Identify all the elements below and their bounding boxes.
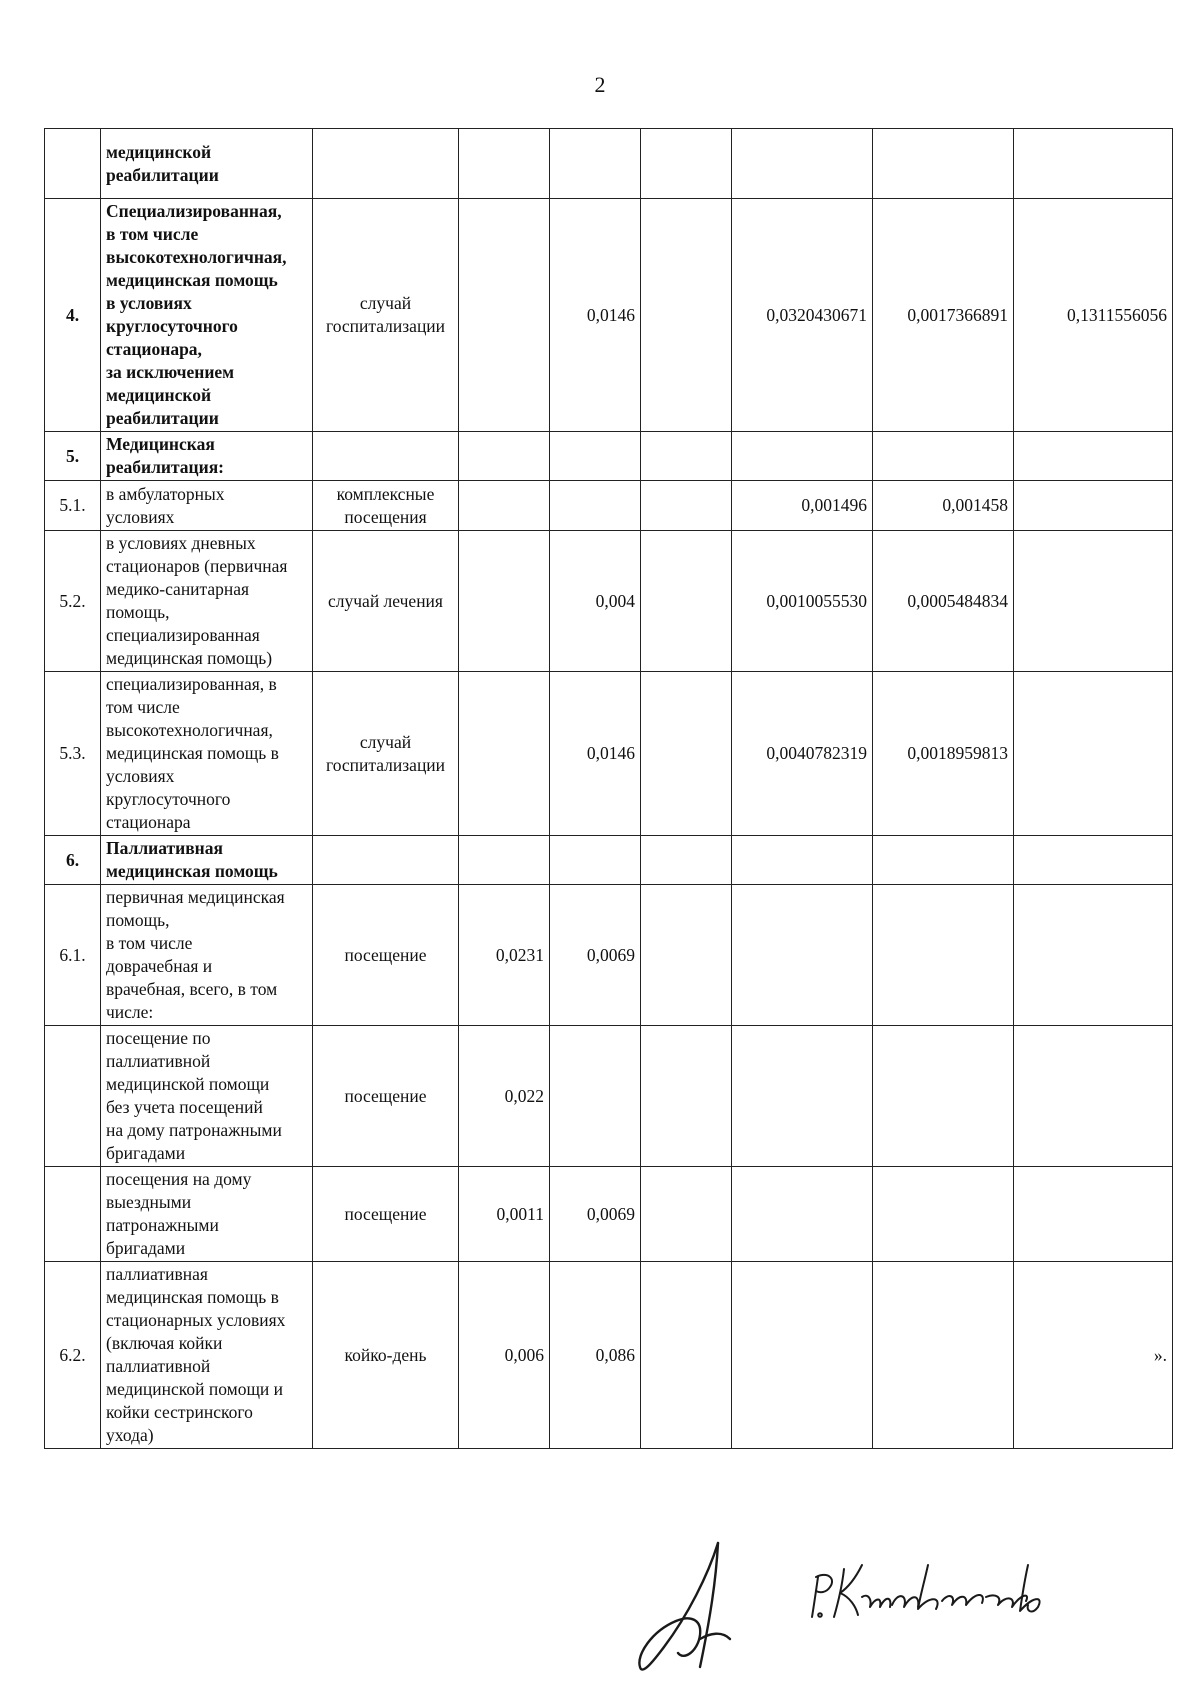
row-value-cell-1 bbox=[459, 129, 550, 199]
row-value-cell-4 bbox=[732, 199, 873, 432]
row-value-cell-6 bbox=[1014, 1167, 1173, 1262]
row-value-cell-3 bbox=[641, 885, 732, 1026]
row-number-cell-text: 5.2. bbox=[59, 590, 86, 611]
row-name-cell-text: Медицинская реабилитация: bbox=[106, 434, 225, 477]
row-name-cell-text: в амбулаторных условиях bbox=[106, 483, 225, 527]
row-value-cell-2 bbox=[550, 885, 641, 1026]
row-value-cell-6 bbox=[1014, 1262, 1173, 1449]
table-row bbox=[45, 531, 1173, 672]
row-name-cell bbox=[101, 129, 313, 199]
signatures bbox=[630, 1535, 1110, 1685]
row-value-cell-1 bbox=[459, 836, 550, 885]
row-name-cell-text: паллиативная медицинская помощь в стационарных условиях (включая койки паллиативной медицинской помощи и койки сестринского ухода) bbox=[106, 1264, 286, 1445]
row-value-cell-6 bbox=[1014, 129, 1173, 199]
row-name-cell bbox=[101, 481, 313, 531]
row-value-cell-6 bbox=[1014, 1026, 1173, 1167]
row-value-cell-5-text: 0,0017366891 bbox=[907, 304, 1008, 325]
row-value-cell-4 bbox=[732, 672, 873, 836]
row-value-cell-1 bbox=[459, 481, 550, 531]
row-value-cell-2 bbox=[550, 1262, 641, 1449]
table-row bbox=[45, 129, 1173, 199]
row-unit-cell-text: комплексные посещения bbox=[336, 483, 435, 527]
row-name-cell-text: Специализированная, в том числе высокотехнологичная, медицинская помощь в условиях круглосуточного стационара, за исключением медицинской реабилитации bbox=[106, 201, 287, 428]
row-value-cell-3 bbox=[641, 672, 732, 836]
row-value-cell-3 bbox=[641, 1167, 732, 1262]
row-value-cell-4 bbox=[732, 1167, 873, 1262]
row-value-cell-4 bbox=[732, 885, 873, 1026]
row-name-cell-text: посещения на дому выездными патронажными бригадами bbox=[106, 1169, 252, 1258]
row-value-cell-1-text: 0,0011 bbox=[496, 1203, 544, 1224]
row-value-cell-4 bbox=[732, 531, 873, 672]
row-value-cell-1-text: 0,0231 bbox=[495, 944, 544, 965]
row-value-cell-5 bbox=[873, 1167, 1014, 1262]
row-value-cell-3 bbox=[641, 836, 732, 885]
row-value-cell-6-text: 0,1311556056 bbox=[1067, 304, 1167, 325]
row-value-cell-5 bbox=[873, 836, 1014, 885]
row-value-cell-1 bbox=[459, 1262, 550, 1449]
row-value-cell-4 bbox=[732, 481, 873, 531]
row-value-cell-2-text: 0,086 bbox=[595, 1344, 635, 1365]
row-value-cell-4-text: 0,0040782319 bbox=[766, 743, 867, 763]
row-value-cell-6 bbox=[1014, 531, 1173, 672]
row-value-cell-4 bbox=[732, 1026, 873, 1167]
row-value-cell-5 bbox=[873, 672, 1014, 836]
table-row bbox=[45, 481, 1173, 531]
row-value-cell-2-text: 0,0146 bbox=[586, 743, 635, 763]
row-number-cell-text: 5.1. bbox=[59, 495, 86, 515]
row-value-cell-5 bbox=[873, 885, 1014, 1026]
row-unit-cell bbox=[313, 885, 459, 1026]
row-unit-cell-text: посещение bbox=[344, 1085, 427, 1106]
row-unit-cell bbox=[313, 129, 459, 199]
row-number-cell-text: 6.1. bbox=[59, 944, 86, 965]
row-number-cell bbox=[45, 1026, 101, 1167]
row-value-cell-1 bbox=[459, 199, 550, 432]
page-number: 2 bbox=[594, 72, 606, 97]
row-value-cell-1 bbox=[459, 432, 550, 481]
row-value-cell-2-text: 0,004 bbox=[595, 590, 635, 611]
row-value-cell-1-text: 0,022 bbox=[504, 1085, 544, 1106]
row-number-cell bbox=[45, 1262, 101, 1449]
row-number-cell bbox=[45, 885, 101, 1026]
table-row bbox=[45, 836, 1173, 885]
row-value-cell-4 bbox=[732, 1262, 873, 1449]
row-unit-cell bbox=[313, 199, 459, 432]
row-value-cell-3 bbox=[641, 531, 732, 672]
row-unit-cell bbox=[313, 481, 459, 531]
norms-table bbox=[44, 128, 1173, 1449]
row-number-cell-text: 6.2. bbox=[59, 1344, 86, 1365]
row-unit-cell bbox=[313, 836, 459, 885]
row-value-cell-5 bbox=[873, 531, 1014, 672]
row-value-cell-2 bbox=[550, 672, 641, 836]
row-value-cell-2-text: 0,0146 bbox=[586, 304, 635, 325]
row-value-cell-2 bbox=[550, 199, 641, 432]
table-row bbox=[45, 1262, 1173, 1449]
row-name-cell bbox=[101, 432, 313, 481]
row-name-cell-text: посещение по паллиативной медицинской помощи без учета посещений на дому патронажными бригадами bbox=[106, 1028, 282, 1163]
row-value-cell-4 bbox=[732, 129, 873, 199]
row-value-cell-6 bbox=[1014, 672, 1173, 836]
row-value-cell-1 bbox=[459, 1167, 550, 1262]
row-unit-cell-text: койко-день bbox=[344, 1344, 427, 1365]
row-number-cell-text: 5. bbox=[65, 445, 80, 466]
table-row bbox=[45, 199, 1173, 432]
norms-table-body bbox=[45, 129, 1173, 1449]
row-value-cell-6 bbox=[1014, 836, 1173, 885]
row-value-cell-4-text: 0,0010055530 bbox=[766, 590, 867, 611]
row-value-cell-3 bbox=[641, 129, 732, 199]
row-number-cell-text: 6. bbox=[65, 849, 80, 870]
row-value-cell-3 bbox=[641, 481, 732, 531]
row-value-cell-5 bbox=[873, 129, 1014, 199]
row-unit-cell bbox=[313, 1026, 459, 1167]
row-value-cell-2-text: 0,0069 bbox=[586, 944, 635, 965]
row-unit-cell-text: посещение bbox=[344, 1203, 427, 1224]
row-unit-cell-text: посещение bbox=[344, 944, 427, 965]
row-value-cell-6 bbox=[1014, 885, 1173, 1026]
row-unit-cell-text: случай госпитализации bbox=[325, 731, 446, 775]
row-number-cell-text: 4. bbox=[65, 304, 80, 325]
row-unit-cell bbox=[313, 672, 459, 836]
row-value-cell-3 bbox=[641, 1026, 732, 1167]
row-value-cell-2 bbox=[550, 1167, 641, 1262]
row-name-cell-text: Паллиативная медицинская помощь bbox=[106, 838, 278, 881]
row-value-cell-1-text: 0,006 bbox=[504, 1344, 544, 1365]
row-value-cell-5 bbox=[873, 432, 1014, 481]
row-value-cell-5 bbox=[873, 481, 1014, 531]
row-value-cell-1 bbox=[459, 1026, 550, 1167]
row-number-cell-text: 5.3. bbox=[59, 743, 86, 763]
row-name-cell bbox=[101, 885, 313, 1026]
table-row bbox=[45, 1167, 1173, 1262]
row-name-cell bbox=[101, 1262, 313, 1449]
row-number-cell bbox=[45, 836, 101, 885]
row-value-cell-1 bbox=[459, 672, 550, 836]
row-value-cell-6-text: ». bbox=[1153, 1344, 1167, 1365]
row-value-cell-2 bbox=[550, 129, 641, 199]
row-number-cell bbox=[45, 672, 101, 836]
row-value-cell-2 bbox=[550, 432, 641, 481]
signature-two bbox=[812, 1565, 1040, 1617]
row-value-cell-5-text: 0,001458 bbox=[942, 495, 1008, 515]
row-value-cell-3 bbox=[641, 432, 732, 481]
row-value-cell-2 bbox=[550, 481, 641, 531]
row-value-cell-2 bbox=[550, 531, 641, 672]
table-row bbox=[45, 432, 1173, 481]
row-value-cell-5-text: 0,0005484834 bbox=[907, 590, 1008, 611]
row-value-cell-2-text: 0,0069 bbox=[586, 1203, 635, 1224]
row-value-cell-1 bbox=[459, 531, 550, 672]
row-value-cell-6 bbox=[1014, 199, 1173, 432]
row-unit-cell-text: случай госпитализации bbox=[325, 293, 446, 336]
row-value-cell-5 bbox=[873, 199, 1014, 432]
row-name-cell bbox=[101, 672, 313, 836]
row-value-cell-3 bbox=[641, 1262, 732, 1449]
row-unit-cell-text: случай лечения bbox=[328, 590, 443, 611]
row-value-cell-2 bbox=[550, 1026, 641, 1167]
row-value-cell-1 bbox=[459, 885, 550, 1026]
row-name-cell bbox=[101, 531, 313, 672]
row-value-cell-4 bbox=[732, 432, 873, 481]
row-name-cell bbox=[101, 1167, 313, 1262]
row-value-cell-5 bbox=[873, 1026, 1014, 1167]
row-name-cell-text: в условиях дневных стационаров (первичная медико-санитарная помощь, специализированная медицинская помощь) bbox=[106, 533, 288, 668]
row-number-cell bbox=[45, 432, 101, 481]
row-unit-cell bbox=[313, 1262, 459, 1449]
row-value-cell-4-text: 0,001496 bbox=[801, 495, 867, 515]
row-value-cell-6 bbox=[1014, 432, 1173, 481]
table-row bbox=[45, 885, 1173, 1026]
row-unit-cell bbox=[313, 531, 459, 672]
signature-one bbox=[639, 1543, 730, 1670]
row-value-cell-3 bbox=[641, 199, 732, 432]
row-value-cell-5 bbox=[873, 1262, 1014, 1449]
row-value-cell-6 bbox=[1014, 481, 1173, 531]
row-unit-cell bbox=[313, 432, 459, 481]
row-value-cell-5-text: 0,0018959813 bbox=[907, 743, 1008, 763]
row-value-cell-4-text: 0,0320430671 bbox=[766, 304, 867, 325]
row-name-cell-text: медицинской реабилитации bbox=[106, 141, 219, 185]
row-name-cell-text: первичная медицинская помощь, в том числе доврачебная и врачебная, всего, в том числе: bbox=[106, 887, 285, 1022]
row-number-cell bbox=[45, 481, 101, 531]
row-name-cell bbox=[101, 836, 313, 885]
row-number-cell bbox=[45, 129, 101, 199]
row-value-cell-4 bbox=[732, 836, 873, 885]
row-name-cell bbox=[101, 199, 313, 432]
table-row bbox=[45, 672, 1173, 836]
row-number-cell bbox=[45, 531, 101, 672]
row-value-cell-2 bbox=[550, 836, 641, 885]
row-name-cell bbox=[101, 1026, 313, 1167]
row-number-cell bbox=[45, 1167, 101, 1262]
row-number-cell bbox=[45, 199, 101, 432]
table-row bbox=[45, 1026, 1173, 1167]
row-name-cell-text: специализированная, в том числе высокотехнологичная, медицинская помощь в условиях круглосуточного стационара bbox=[106, 674, 279, 832]
row-unit-cell bbox=[313, 1167, 459, 1262]
